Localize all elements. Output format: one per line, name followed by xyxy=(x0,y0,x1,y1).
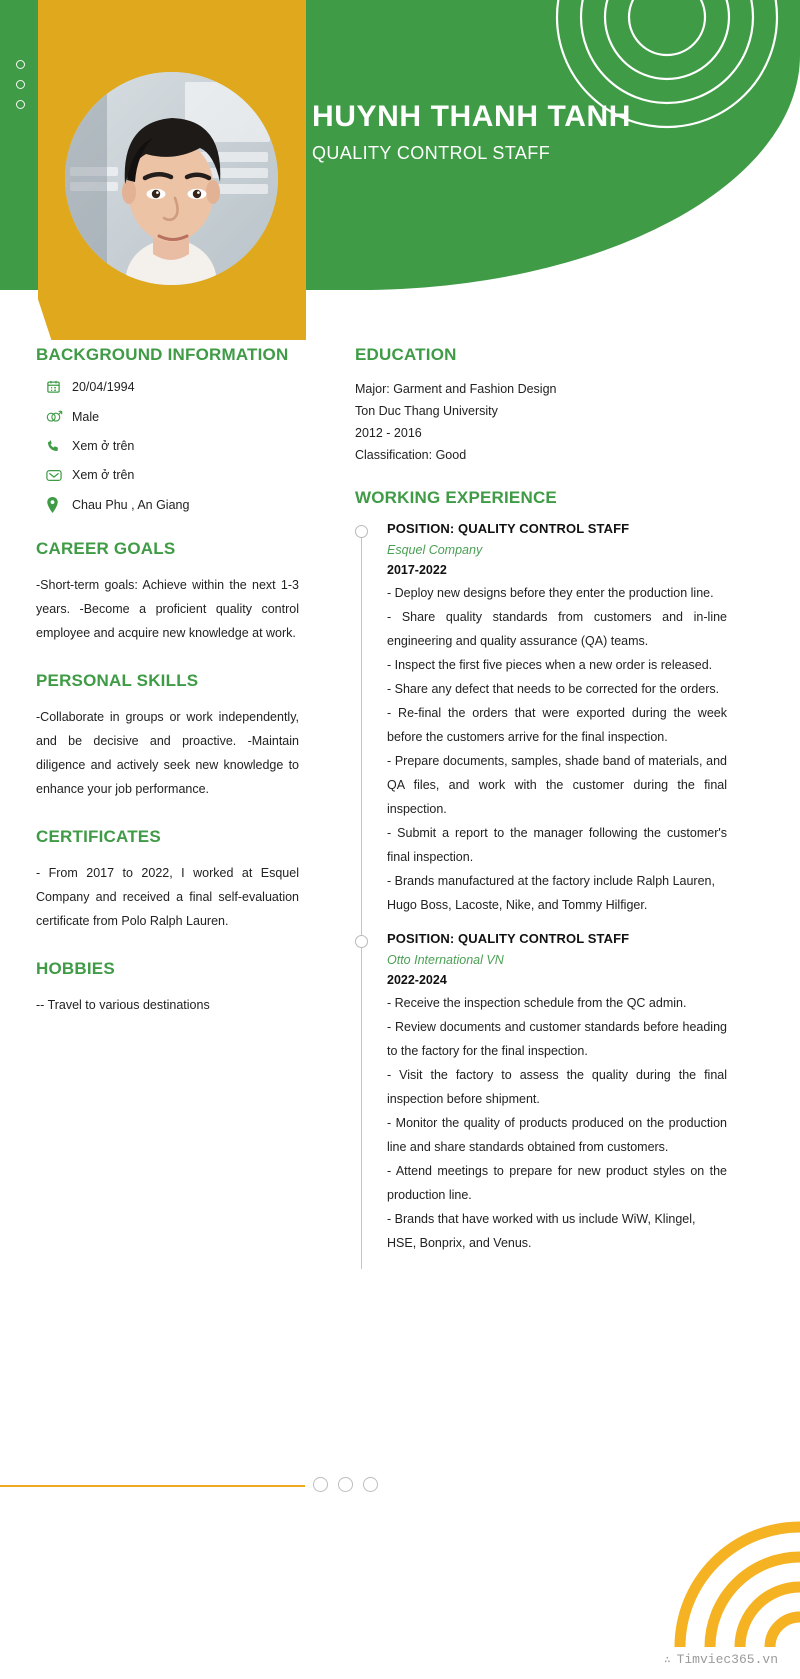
personal-skills-text: -Collaborate in groups or work independently, and be decisive and proactive. -Maintain diligence and actively seek new knowledge to enhance your job performance. xyxy=(36,710,299,796)
job-bullet: - Monitor the quality of products produced on the production line and share standards obtained from customers. xyxy=(387,1116,727,1154)
avatar xyxy=(65,72,278,285)
hobbies-text: -- Travel to various destinations xyxy=(36,998,210,1012)
envelope-icon xyxy=(46,469,72,482)
section-hobbies xyxy=(36,959,299,1017)
education-line: Ton Duc Thang University xyxy=(355,404,498,418)
section-certificates xyxy=(36,827,299,933)
job-company: Esquel Company xyxy=(387,543,483,557)
education-line: Classification: Good xyxy=(355,448,467,462)
experience-item xyxy=(387,521,727,931)
section-title-personal-skills: PERSONAL SKILLS xyxy=(36,671,199,690)
info-row-birthdate xyxy=(36,379,299,394)
section-career-goals xyxy=(36,539,299,645)
contact-info-list xyxy=(36,379,299,513)
info-value-address: Chau Phu , An Giang xyxy=(72,498,190,512)
job-bullet: - Attend meetings to prepare for new product styles on the production line. xyxy=(387,1164,727,1202)
job-bullet: - Inspect the first five pieces when a new order is released. xyxy=(387,658,713,672)
experience-timeline xyxy=(355,521,727,1269)
name-block xyxy=(312,100,772,164)
header-dots-decoration xyxy=(16,60,25,120)
job-bullet: - Receive the inspection schedule from the QC admin. xyxy=(387,996,687,1010)
section-title-career-goals: CAREER GOALS xyxy=(36,539,176,558)
job-position: POSITION: QUALITY CONTROL STAFF xyxy=(387,931,630,946)
timeline-dot-icon xyxy=(355,935,368,948)
timeline-line xyxy=(361,531,362,937)
footer-dot-icon xyxy=(313,1477,328,1492)
section-personal-skills xyxy=(36,671,299,801)
footer-dot-icon xyxy=(338,1477,353,1492)
job-bullet: - Re-final the orders that were exported during the week before the customers arrive for the final inspection. xyxy=(387,706,727,744)
phone-icon xyxy=(46,439,72,453)
info-row-gender xyxy=(36,409,299,424)
footer-dot-icon xyxy=(363,1477,378,1492)
info-value-gender: Male xyxy=(72,409,100,424)
header-dot-icon xyxy=(16,100,25,109)
job-role-subtitle: QUALITY CONTROL STAFF xyxy=(312,143,551,163)
footer-divider-line xyxy=(0,1485,305,1487)
job-bullet-list xyxy=(387,991,727,1255)
brand-name: Timviec365.vn xyxy=(676,1652,778,1667)
section-title-hobbies: HOBBIES xyxy=(36,959,115,978)
job-bullet: - Review documents and customer standards before heading to the factory for the final inspection. xyxy=(387,1020,727,1058)
education-line: 2012 - 2016 xyxy=(355,426,422,440)
experience-item xyxy=(387,931,727,1269)
section-title-certificates: CERTIFICATES xyxy=(36,827,161,846)
job-bullet: - Brands manufactured at the factory include Ralph Lauren, Hugo Boss, Lacoste, Nike, and Tommy Hilfiger. xyxy=(387,874,715,912)
job-position: POSITION: QUALITY CONTROL STAFF xyxy=(387,521,630,536)
section-education xyxy=(355,345,727,466)
info-value-email: Xem ở trên xyxy=(72,468,135,482)
header-dot-icon xyxy=(16,80,25,89)
section-title-education: EDUCATION xyxy=(355,345,457,364)
concentric-rings-footer-decoration-icon xyxy=(640,1487,800,1647)
timeline-dot-icon xyxy=(355,525,368,538)
left-column xyxy=(0,345,335,1043)
section-title-background-information: BACKGROUND INFORMATION xyxy=(36,345,289,364)
info-row-phone xyxy=(36,439,299,453)
section-title-working-experience: WORKING EXPERIENCE xyxy=(355,488,557,507)
education-line: Major: Garment and Fashion Design xyxy=(355,382,557,396)
job-bullet: - Brands that have worked with us include WiW, Klingel, HSE, Bonprix, and Venus. xyxy=(387,1212,696,1250)
header-dot-icon xyxy=(16,60,25,69)
certificates-text: - From 2017 to 2022, I worked at Esquel Company and received a final self-evaluation certificate from Polo Ralph Lauren. xyxy=(36,866,299,928)
section-background-information xyxy=(36,345,299,513)
job-bullet: - Share any defect that needs to be corrected for the orders. xyxy=(387,682,720,696)
job-period: 2022-2024 xyxy=(387,973,447,987)
job-bullet: - Prepare documents, samples, shade band of materials, and QA files, and work with the customer during the final inspection. xyxy=(387,754,727,816)
info-value-birthdate: 20/04/1994 xyxy=(72,379,135,394)
gender-icon xyxy=(46,409,72,424)
right-column xyxy=(355,345,765,1295)
brand-mark-icon: ∴ xyxy=(663,1654,671,1667)
info-value-phone: Xem ở trên xyxy=(72,439,135,453)
info-row-address xyxy=(36,497,299,513)
job-company: Otto International VN xyxy=(387,953,504,967)
section-working-experience xyxy=(355,488,727,1269)
career-goals-text: -Short-term goals: Achieve within the next 1-3 years. -Become a proficient quality control employee and acquire new knowledge at work. xyxy=(36,578,299,640)
job-bullet: - Submit a report to the manager following the customer's final inspection. xyxy=(387,826,727,864)
job-bullet: - Visit the factory to assess the quality during the final inspection before shipment. xyxy=(387,1068,727,1106)
job-period: 2017-2022 xyxy=(387,563,447,577)
footer-dots-decoration xyxy=(313,1477,378,1492)
brand-watermark xyxy=(664,1652,778,1667)
location-pin-icon xyxy=(46,497,72,513)
info-row-email xyxy=(36,468,299,482)
calendar-icon xyxy=(46,379,72,394)
job-bullet-list xyxy=(387,581,727,917)
page-title: HUYNH THANH TANH xyxy=(312,100,632,133)
timeline-line xyxy=(361,941,362,1269)
job-bullet: - Deploy new designs before they enter the production line. xyxy=(387,586,714,600)
cv-header xyxy=(0,0,800,345)
job-bullet: - Share quality standards from customers and in-line engineering and quality assurance (QA) teams. xyxy=(387,610,727,648)
profile-photo xyxy=(65,72,278,285)
